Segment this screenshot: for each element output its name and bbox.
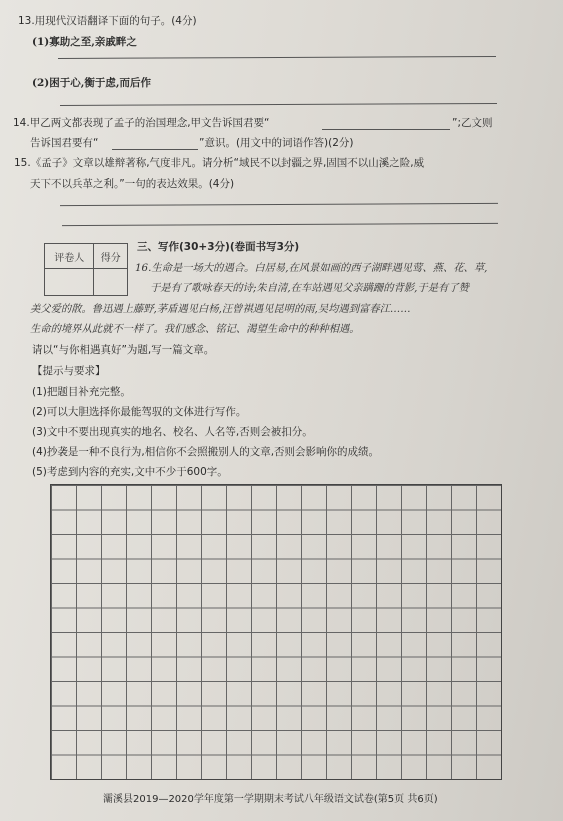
q14-line1-prefix: 14.甲乙两文都表现了孟子的治国理念,甲文告诉国君要“ (13, 117, 270, 129)
q14-line2-prefix: 告诉国君要有“ (30, 137, 99, 149)
score-table-cell (94, 269, 128, 296)
q13-item2: (2)困于心,衡于虑,而后作 (32, 77, 152, 89)
q15-line1: 15.《孟子》文章以雄辩著称,气度非凡。请分析“域民不以封疆之界,固国不以山溪之险,威 (14, 157, 425, 169)
q14-line2-suffix: ”意识。(用文中的词语作答)(2分) (199, 137, 354, 149)
answer-line (62, 223, 498, 226)
q14-line1-suffix: ”;乙文则 (452, 117, 493, 129)
prompt-line: 美父爱的散。鲁迅遇上藤野,茅盾遇见白杨,汪曾祺遇见昆明的雨,吴均遇到富春江…… (30, 303, 411, 315)
score-table-header-grader: 评卷人 (45, 244, 94, 269)
score-table-header-score: 得分 (94, 244, 128, 269)
writing-grid[interactable] (50, 484, 502, 780)
requirements-header: 【提示与要求】 (32, 365, 106, 377)
requirement-item: (3)文中不要出现真实的地名、校名、人名等,否则会被扣分。 (32, 426, 313, 438)
answer-line (58, 56, 496, 59)
q13-item1: (1)寡助之至,亲戚畔之 (32, 36, 137, 48)
page-footer: 灞溪县2019—2020学年度第一学期期末考试八年级语文试卷(第5页 共6页) (103, 794, 438, 805)
score-table (44, 243, 128, 296)
prompt-line: 生命的境界从此就不一样了。我们感念、铭记、渴望生命中的种种相遇。 (30, 323, 360, 335)
requirement-item: (1)把题目补充完整。 (32, 386, 131, 398)
fill-blank-line (322, 129, 450, 130)
answer-line (60, 203, 498, 206)
section3-title: 三、写作(30+3分)(卷面书写3分) (137, 241, 300, 253)
q15-line2: 天下不以兵革之利。”一句的表达效果。(4分) (30, 178, 235, 190)
writing-instruction: 请以“与你相遇真好”为题,写一篇文章。 (32, 344, 215, 356)
requirement-item: (2)可以大胆选择你最能驾驭的文体进行写作。 (32, 406, 247, 418)
prompt-line: 16.生命是一场大的遇合。白居易,在风景如画的西子湖畔遇见莺、燕、花、草, (135, 262, 488, 274)
score-table-cell (45, 269, 94, 296)
q13-title: 13.用现代汉语翻译下面的句子。(4分) (18, 15, 197, 27)
answer-line (60, 103, 497, 106)
requirement-item: (5)考虑到内容的充实,文中不少于600字。 (32, 466, 228, 478)
prompt-line: 于是有了歌咏春天的诗;朱自清,在车站遇见父亲蹒跚的背影,于是有了赞 (150, 282, 469, 294)
fill-blank-line (112, 149, 198, 150)
requirement-item: (4)抄袭是一种不良行为,相信你不会照搬别人的文章,否则会影响你的成绩。 (32, 446, 380, 458)
